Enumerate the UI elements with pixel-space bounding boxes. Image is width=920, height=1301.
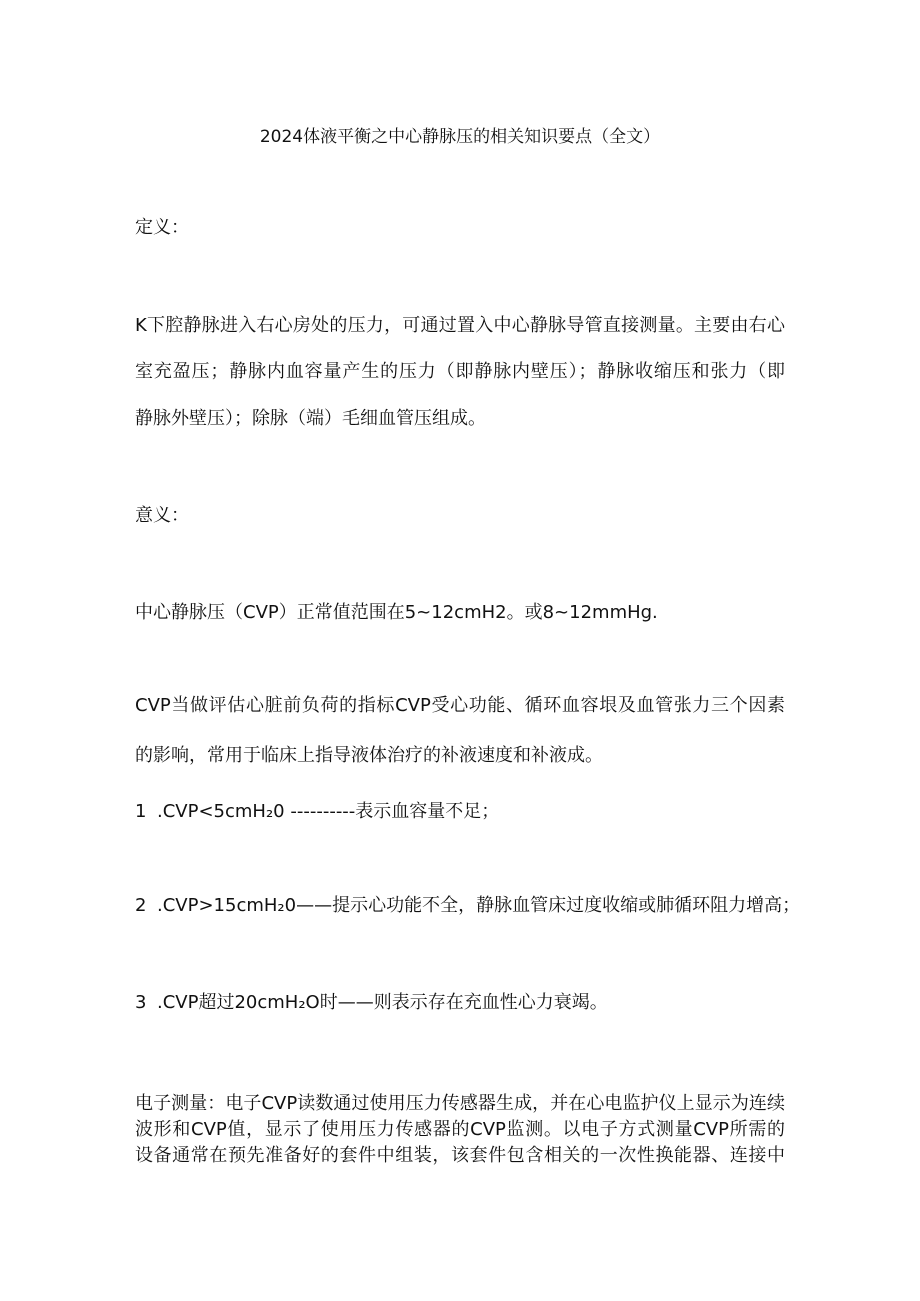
normal-range-text: 中心静脉压（CVP）正常值范围在5~12cmH2。或8~12mmHg.	[135, 602, 658, 623]
definition-heading: 定义：	[135, 217, 189, 238]
list-item-text: .CVP>15cmH₂0——提示心功能不全，静脉血管床过度收缩或肺循环阻力增高；	[157, 895, 801, 916]
list-item-text: .CVP<5cmH₂0 ----------表示血容量不足；	[157, 801, 500, 822]
electronic-line-3: 设备通常在预先准备好的套件中组装，该套件包含相关的一次性换能器、连接中	[135, 1145, 785, 1166]
list-item-number: 2	[135, 895, 147, 916]
definition-line-1: K下腔静脉进入右心房处的压力，可通过置入中心静脉导管直接测量。主要由右心	[135, 315, 785, 336]
list-item	[135, 991, 608, 1015]
list-item-number: 1	[135, 801, 147, 822]
definition-line-2: 室充盈压；静脉内血容量产生的压力（即静脉内壁压）；静脉收缩压和张力（即	[135, 361, 785, 382]
list-item-number: 3	[135, 992, 147, 1013]
page-title: 2024体液平衡之中心静脉压的相关知识要点（全文）	[259, 127, 661, 147]
indicator-line-1: CVP当做评估心脏前负荷的指标CVP受心功能、循环血容垠及血管张力三个因素	[135, 695, 785, 716]
definition-line-3: 静脉外壁压）；除脉（端）毛细血管压组成。	[135, 408, 486, 429]
list-item	[135, 894, 800, 918]
significance-heading: 意义：	[135, 505, 189, 526]
list-item	[135, 800, 499, 824]
indicator-line-2: 的影响，常用于临床上指导液体治疗的补液速度和补液成。	[135, 745, 603, 766]
electronic-line-2: 波形和CVP值，显示了使用压力传感器的CVP监测。以电子方式测量CVP所需的	[135, 1119, 785, 1140]
list-item-text: .CVP超过20cmH₂O时——则表示存在充血性心力衰竭。	[157, 992, 608, 1013]
electronic-line-1: 电子测量：电子CVP读数通过使用压力传感器生成，并在心电监护仪上显示为连续	[135, 1093, 785, 1114]
